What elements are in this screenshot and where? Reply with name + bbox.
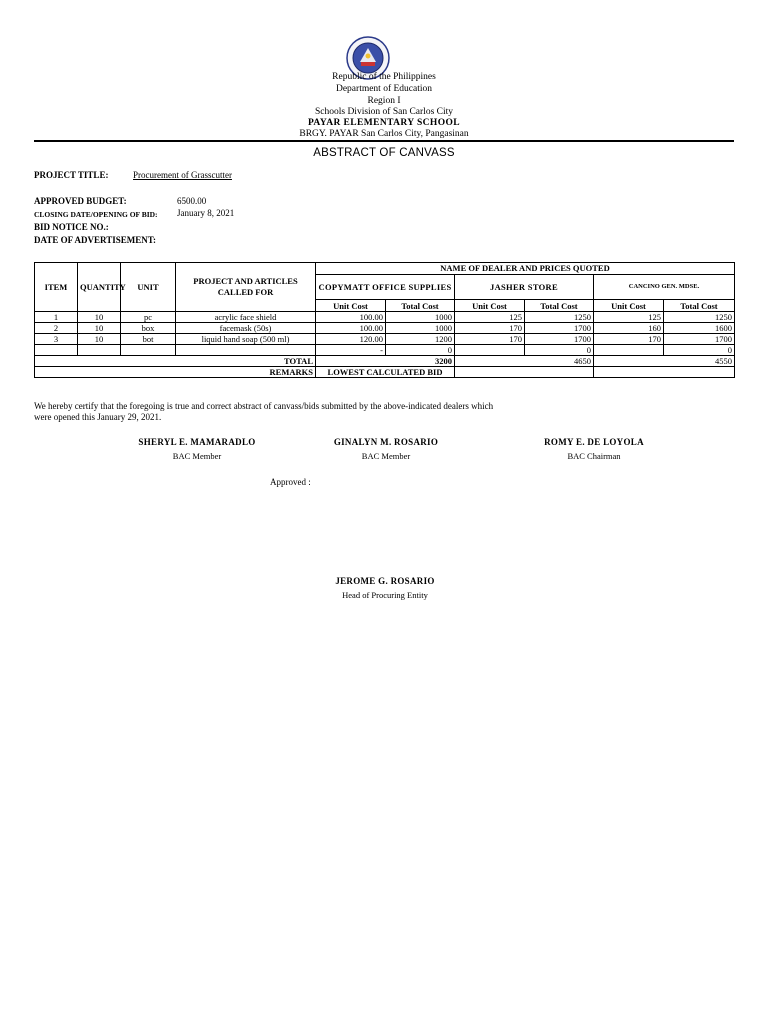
cell-quantity: 10: [78, 323, 121, 334]
cell-dealer2-total: 1700: [525, 323, 594, 334]
bid-notice-label: BID NOTICE NO.:: [34, 222, 109, 232]
cell-dealer1-total: 1000: [386, 323, 455, 334]
cell-dealer2-unit: 170: [455, 323, 525, 334]
cell-dealer2-total: 1700: [525, 334, 594, 345]
header-line-4: Schools Division of San Carlos City: [314, 107, 454, 117]
cell-item: 3: [35, 334, 78, 345]
signatory-name-1: SHERYL E. MAMARADLO: [138, 437, 256, 447]
project-title-label: PROJECT TITLE:: [34, 170, 109, 180]
approver-role: Head of Procuring Entity: [342, 590, 428, 600]
table-row: [35, 334, 735, 345]
cell-quantity: [78, 345, 121, 356]
advertisement-date-label: DATE OF ADVERTISEMENT:: [34, 235, 157, 245]
cell-dealer3-total: 1700: [664, 334, 735, 345]
cell-dealer1-unit: 100.00: [316, 323, 386, 334]
certification-line-1: We hereby certify that the foregoing is true and correct abstract of canvass/bids submitted by the above-indicated dealers which: [34, 401, 494, 411]
signatory-name-2: GINALYN M. ROSARIO: [333, 437, 439, 447]
header-item: ITEM: [35, 263, 78, 312]
remarks-dealer-2: [455, 367, 594, 378]
signatory-role-1: BAC Member: [172, 451, 222, 461]
cell-quantity: 10: [78, 334, 121, 345]
signatory-role-3: BAC Chairman: [567, 451, 621, 461]
cell-dealer3-total: 1600: [664, 323, 735, 334]
subheader-unit-cost: Unit Cost: [594, 300, 664, 312]
cell-description: [176, 345, 316, 356]
header-line-1: Republic of the Philippines: [332, 72, 436, 82]
cell-dealer1-unit: 100.00: [316, 312, 386, 323]
approver-name: JEROME G. ROSARIO: [335, 576, 435, 586]
cell-unit: bot: [121, 334, 176, 345]
cell-item: 2: [35, 323, 78, 334]
dealer-name-2: JASHER STORE: [455, 274, 594, 299]
table-row: [35, 312, 735, 323]
header-divider: [34, 140, 734, 142]
cell-dealer3-unit: 170: [594, 334, 664, 345]
cell-dealer3-unit: [594, 345, 664, 356]
cell-dealer3-unit: 160: [594, 323, 664, 334]
subheader-unit-cost: Unit Cost: [316, 300, 386, 312]
document-title: ABSTRACT OF CANVASS: [313, 147, 455, 159]
table-row: [35, 345, 735, 356]
total-row: [35, 356, 735, 367]
dealer-name-3: CANCINO GEN. MDSE.: [594, 274, 735, 299]
signatory-name-3: ROMY E. DE LOYOLA: [544, 437, 644, 447]
cell-dealer3-total: 0: [664, 345, 735, 356]
cell-unit: [121, 345, 176, 356]
cell-description: facemask (50s): [176, 323, 316, 334]
cell-unit: box: [121, 323, 176, 334]
closing-date-label: CLOSING DATE/OPENING OF BID:: [34, 210, 158, 219]
cell-dealer1-total: 1000: [386, 312, 455, 323]
subheader-total-cost: Total Cost: [386, 300, 455, 312]
cell-description: liquid hand soap (500 ml): [176, 334, 316, 345]
cell-dealer2-total: 0: [525, 345, 594, 356]
total-label: TOTAL: [35, 356, 316, 367]
certification-line-2: were opened this January 29, 2021.: [34, 412, 162, 422]
cell-dealer2-total: 1250: [525, 312, 594, 323]
total-dealer-2: 4650: [455, 356, 594, 367]
total-dealer-3: 4550: [594, 356, 735, 367]
remarks-value: LOWEST CALCULATED BID: [316, 367, 455, 378]
cell-item: [35, 345, 78, 356]
cell-dealer1-total: 0: [386, 345, 455, 356]
approved-budget-label: APPROVED BUDGET:: [34, 196, 127, 206]
remarks-dealer-3: [594, 367, 735, 378]
header-articles: PROJECT AND ARTICLES CALLED FOR: [176, 263, 316, 312]
header-line-2: Department of Education: [335, 84, 433, 94]
closing-date-value: January 8, 2021: [177, 208, 235, 218]
total-dealer-1: 3200: [316, 356, 455, 367]
cell-dealer2-unit: [455, 345, 525, 356]
remarks-label: REMARKS: [35, 367, 316, 378]
certification-text: [34, 401, 734, 423]
subheader-total-cost: Total Cost: [664, 300, 735, 312]
subheader-total-cost: Total Cost: [525, 300, 594, 312]
header-dealers-group: NAME OF DEALER AND PRICES QUOTED: [316, 263, 735, 275]
cell-dealer1-total: 1200: [386, 334, 455, 345]
cell-dealer2-unit: 125: [455, 312, 525, 323]
canvass-table: [34, 262, 735, 378]
signatory-role-2: BAC Member: [361, 451, 411, 461]
project-title-value: Procurement of Grasscutter: [133, 170, 232, 180]
cell-unit: pc: [121, 312, 176, 323]
cell-dealer1-unit: -: [316, 345, 386, 356]
table-row: [35, 323, 735, 334]
cell-quantity: 10: [78, 312, 121, 323]
cell-dealer3-total: 1250: [664, 312, 735, 323]
cell-dealer3-unit: 125: [594, 312, 664, 323]
cell-description: acrylic face shield: [176, 312, 316, 323]
header-line-3: Region I: [367, 96, 401, 106]
remarks-row: [35, 367, 735, 378]
cell-item: 1: [35, 312, 78, 323]
school-name: PAYAR ELEMENTARY SCHOOL: [307, 118, 461, 128]
approved-budget-value: 6500.00: [177, 196, 207, 206]
school-address: BRGY. PAYAR San Carlos City, Pangasinan: [299, 129, 469, 139]
cell-dealer2-unit: 170: [455, 334, 525, 345]
subheader-unit-cost: Unit Cost: [455, 300, 525, 312]
cell-dealer1-unit: 120.00: [316, 334, 386, 345]
approved-label: Approved :: [270, 477, 311, 487]
header-quantity: QUANTITY: [78, 263, 121, 312]
dealer-name-1: COPYMATT OFFICE SUPPLIES: [316, 274, 455, 299]
header-unit: UNIT: [121, 263, 176, 312]
